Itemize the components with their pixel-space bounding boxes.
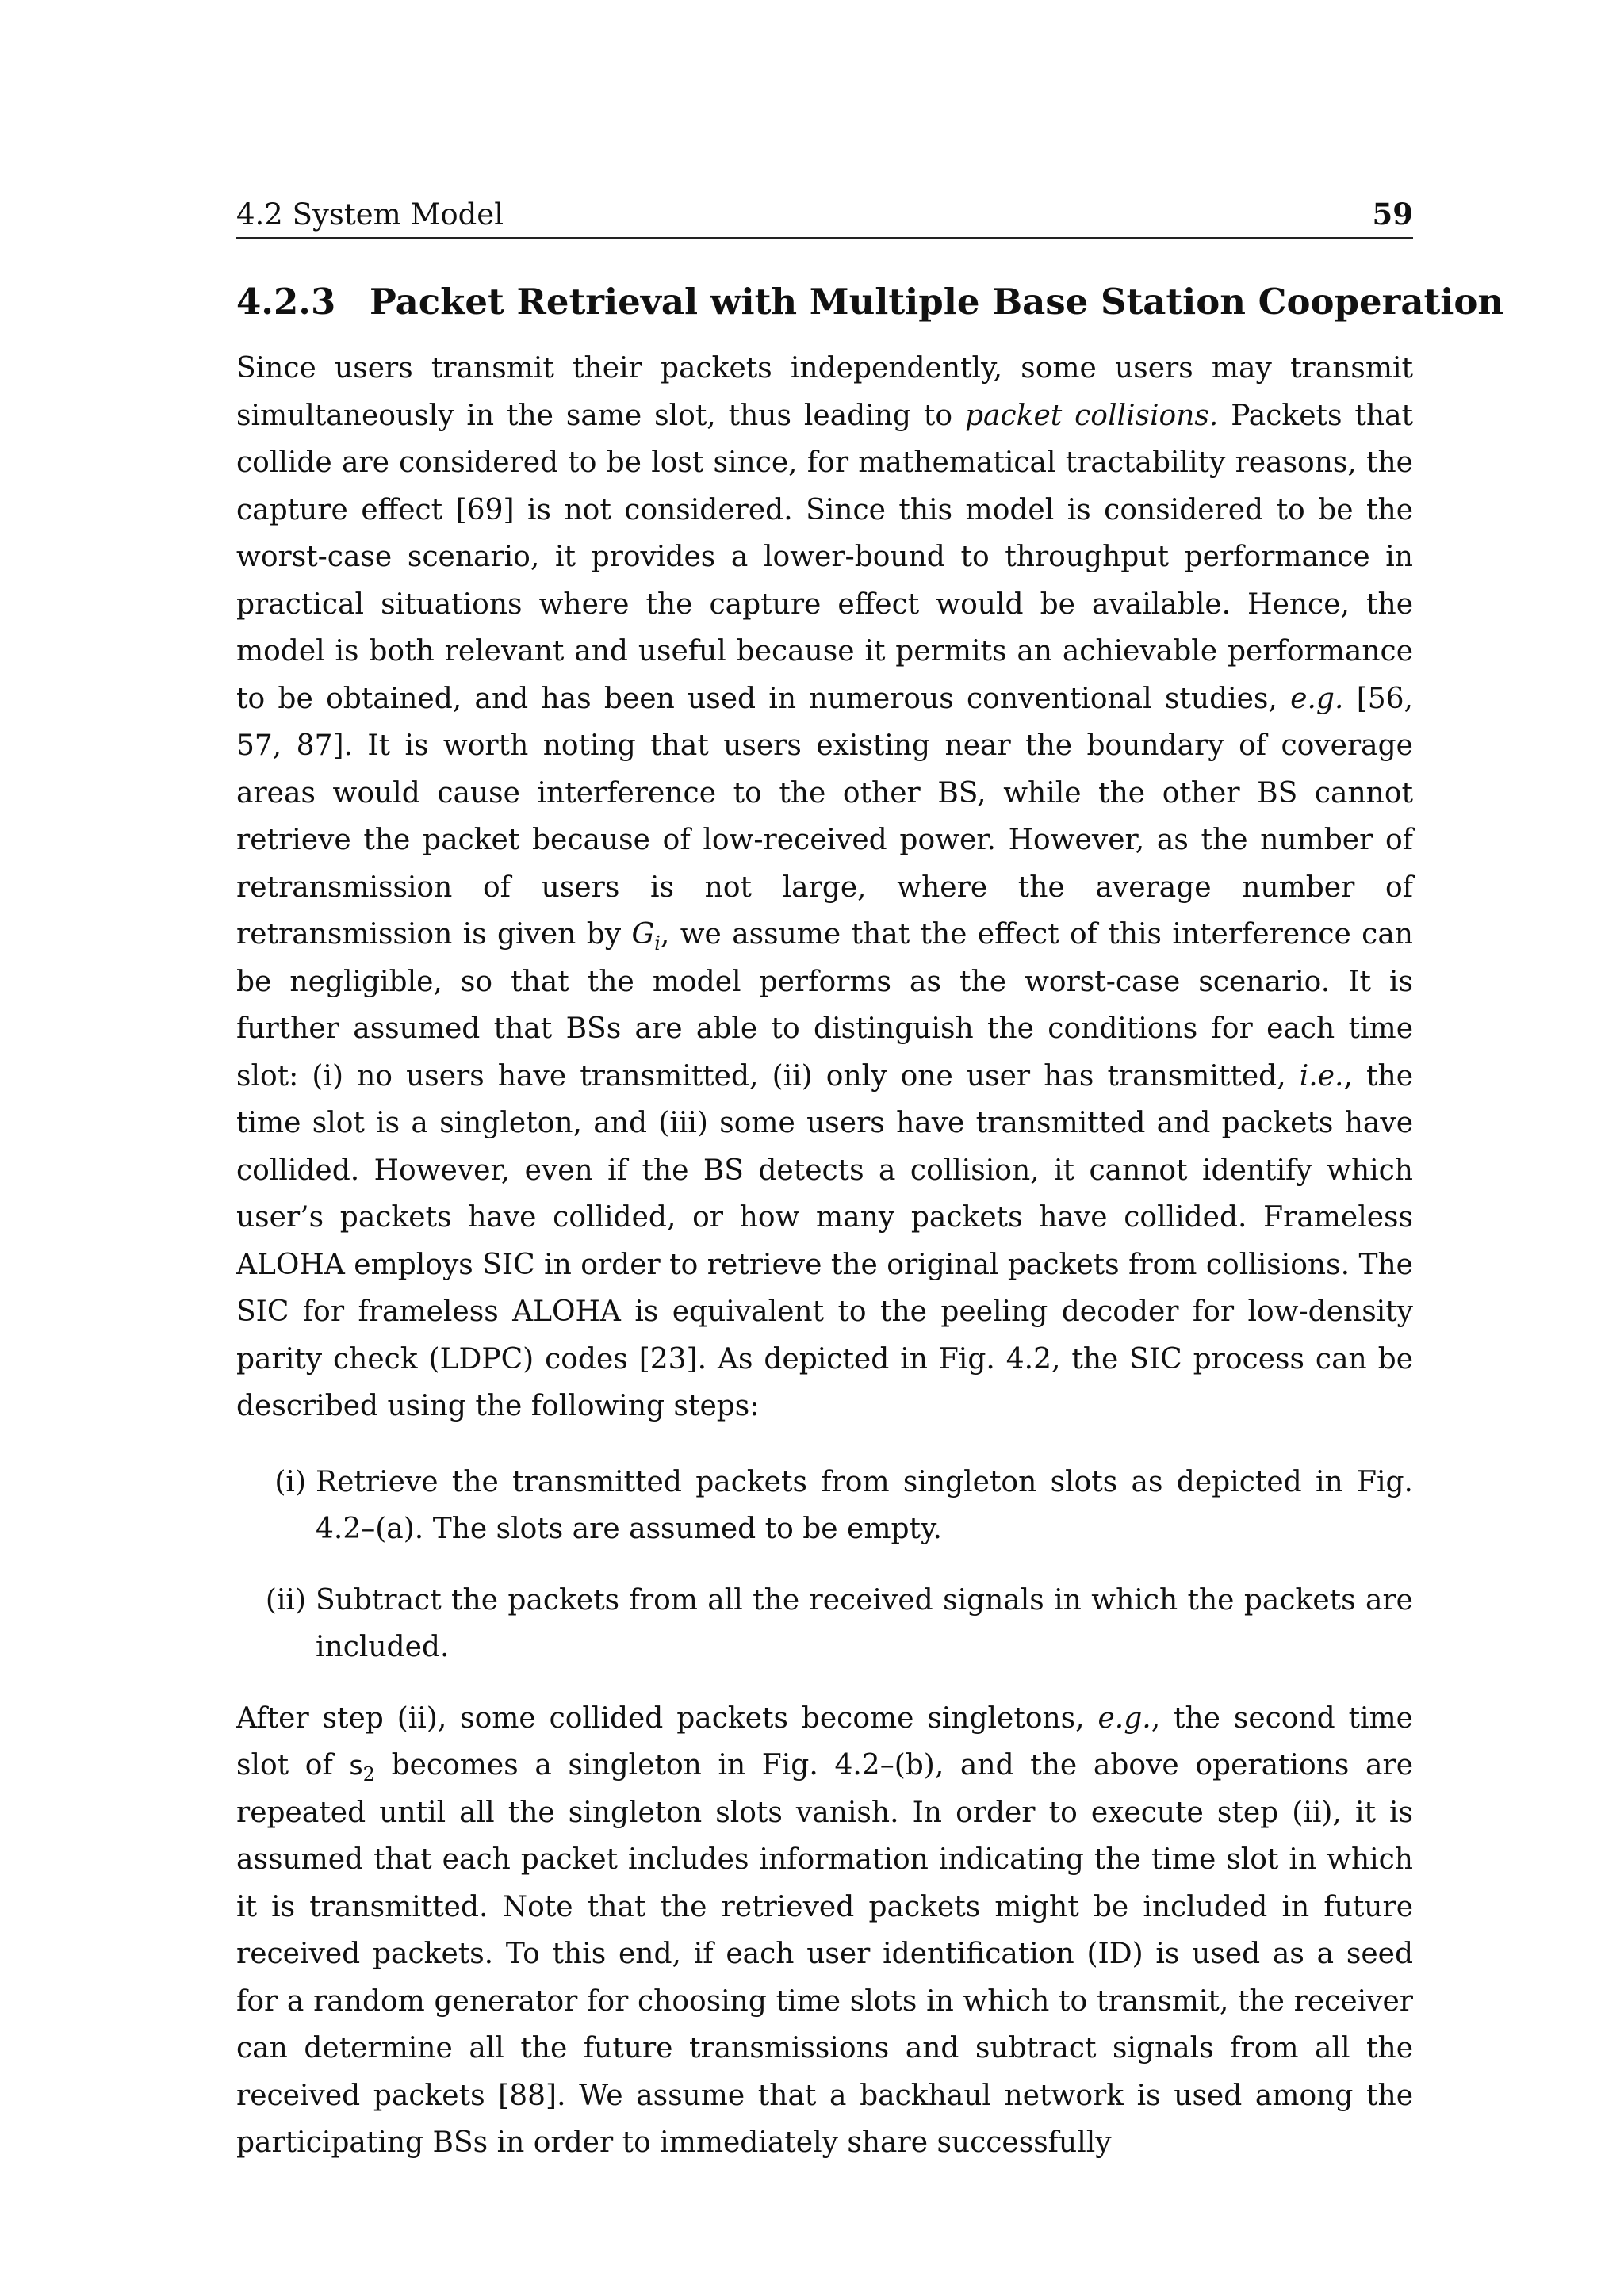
section-heading: [236, 280, 1504, 324]
emphasis-ie: i.e.: [1299, 1059, 1344, 1093]
emphasis-eg: e.g.: [1290, 682, 1344, 715]
body-paragraph-2: After step (ii), some collided packets become singletons, e.g., the second time slot of $s_2$ becomes a singleton in Fig. 4.2–(b), and the above operations are repeated until all the singleton slots vanish. In order to execute step (ii), it is assumed that each packet includes information indicating the time slot in which it is transmitted. Note that the retrieved packets might be included in future received packets. To this end, if each user identification (ID) is used as a seed for a random generator for choosing time slots in which to transmit, the receiver can determine all the future transmissions and subtract signals from all the received packets [88]. We assume that a backhaul network is used among the participating BSs in order to immediately share successfully: [236, 1701, 1413, 2159]
sic-steps-list: [236, 1459, 1413, 1671]
math-subscript-i: i: [654, 932, 661, 955]
emphasis-eg: e.g.: [1097, 1701, 1151, 1735]
list-item-text: Retrieve the transmitted packets from singleton slots as depicted in Fig. 4.2–(a). The slots are assumed to be empty.: [316, 1465, 1413, 1545]
math-symbol-g: G: [631, 918, 655, 951]
section-number: 4.2.3: [236, 281, 336, 323]
section-title: Packet Retrieval with Multiple Base Station Cooperation: [370, 281, 1504, 323]
page-number: 59: [1372, 197, 1413, 232]
list-item-text: Subtract the packets from all the received signals in which the packets are included.: [316, 1583, 1413, 1663]
list-item: [236, 1577, 1413, 1671]
page-content: [236, 197, 1504, 2195]
running-header: [236, 197, 1413, 239]
body-paragraph-1: Since users transmit their packets independently, some users may transmit simultaneously in the same slot, thus leading to packet collisions. Packets that collide are considered to be lost since, for mathematical tractability reasons, the capture effect [69] is not considered. Since this model is considered to be the worst-case scenario, it provides a lower-bound to throughput performance in practical situations where the capture effect would be available. Hence, the model is both relevant and useful because it permits an achievable performance to be obtained, and has been used in numerous conventional studies, e.g. [56, 57, 87]. It is worth noting that users existing near the boundary of coverage areas would cause interference to the other BS, while the other BS cannot retrieve the packet because of low-received power. However, as the number of retransmission of users is not large, where the average number of retransmission is given by $G_i$, we assume that the effect of this interference can be negligible, so that the model performs as the worst-case scenario. It is further assumed that BSs are able to distinguish the conditions for each time slot: (i) no users have transmitted, (ii) only one user has transmitted, i.e., the time slot is a singleton, and (iii) some users have transmitted and packets have collided. However, even if the BS detects a collision, it cannot identify which user’s packets have collided, or how many packets have collided. Frameless ALOHA employs SIC in order to retrieve the original packets from collisions. The SIC for frameless ALOHA is equivalent to the peeling decoder for low-density parity check (LDPC) codes [23]. As depicted in Fig. 4.2, the SIC process can be described using the following steps:: [236, 352, 1414, 1422]
list-item-marker: (i): [274, 1465, 306, 1498]
list-item: [236, 1459, 1413, 1553]
symbol-s: s: [349, 1750, 363, 1781]
list-item-marker: (ii): [265, 1583, 306, 1617]
emphasis-packet-collisions: packet collisions.: [964, 399, 1219, 432]
running-header-section: 4.2 System Model: [236, 197, 504, 232]
symbol-subscript-2: 2: [362, 1763, 375, 1786]
